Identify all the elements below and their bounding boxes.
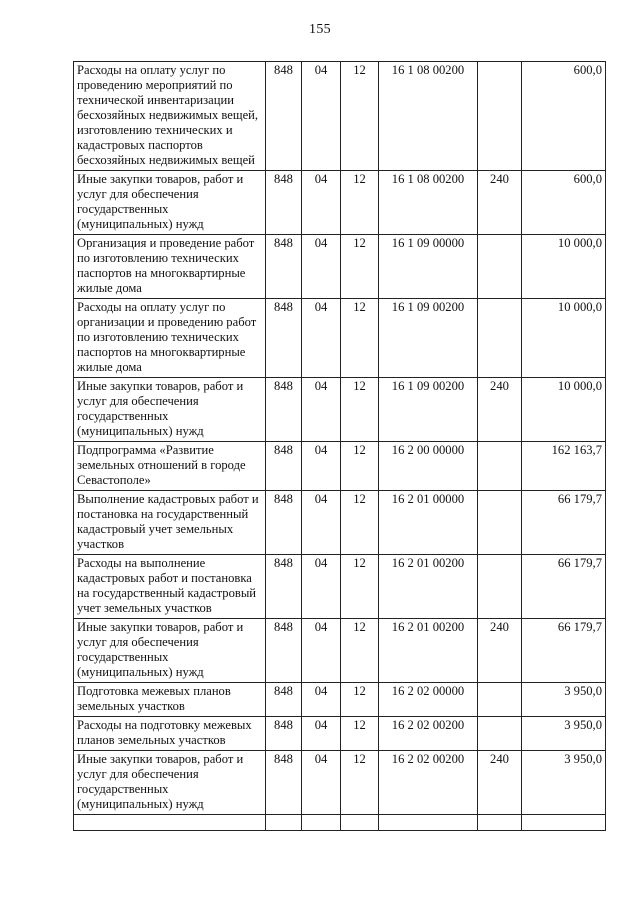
item-name: Организация и проведение работ по изготовлению технических паспортов на многоквартирные жилые дома: [74, 235, 266, 299]
table-row: [74, 683, 606, 717]
item-name: Подготовка межевых планов земельных участков: [74, 683, 266, 717]
section-code: 04: [302, 717, 341, 751]
target-article: 16 2 00 00000: [379, 442, 478, 491]
section-code: 04: [302, 171, 341, 235]
item-name: Расходы на выполнение кадастровых работ и постановка на государственный кадастровый учет земельных участков: [74, 555, 266, 619]
subsection-code: 12: [341, 683, 379, 717]
expense-type: [478, 62, 522, 171]
department-code: 848: [266, 751, 302, 815]
section-code: 04: [302, 378, 341, 442]
target-article: 16 2 01 00000: [379, 491, 478, 555]
item-name: Иные закупки товаров, работ и услуг для обеспечения государственных (муниципальных) нужд: [74, 171, 266, 235]
table-row: [74, 235, 606, 299]
target-article: 16 2 01 00200: [379, 619, 478, 683]
item-name: Расходы на оплату услуг по организации и проведению работ по изготовлению технических паспортов на многоквартирные жилые дома: [74, 299, 266, 378]
department-code: 848: [266, 683, 302, 717]
department-code: 848: [266, 555, 302, 619]
item-name: Иные закупки товаров, работ и услуг для обеспечения государственных (муниципальных) нужд: [74, 751, 266, 815]
empty-cell: [266, 815, 302, 831]
table-row: [74, 299, 606, 378]
target-article: 16 2 02 00000: [379, 683, 478, 717]
budget-table: [73, 61, 606, 831]
section-code: 04: [302, 619, 341, 683]
table-row: [74, 378, 606, 442]
table-spacer-row: [74, 815, 606, 831]
table-row: [74, 751, 606, 815]
amount: 3 950,0: [522, 751, 606, 815]
item-name: Расходы на оплату услуг по проведению мероприятий по технической инвентаризации бесхозяйных недвижимых вещей, изготовлению технических и кадастровых паспортов бесхозяйных недвижимых вещей: [74, 62, 266, 171]
target-article: 16 2 01 00200: [379, 555, 478, 619]
amount: 66 179,7: [522, 491, 606, 555]
target-article: 16 1 09 00200: [379, 378, 478, 442]
expense-type: 240: [478, 751, 522, 815]
amount: 10 000,0: [522, 378, 606, 442]
target-article: 16 1 08 00200: [379, 62, 478, 171]
subsection-code: 12: [341, 717, 379, 751]
subsection-code: 12: [341, 555, 379, 619]
amount: 162 163,7: [522, 442, 606, 491]
target-article: 16 2 02 00200: [379, 717, 478, 751]
amount: 66 179,7: [522, 619, 606, 683]
department-code: 848: [266, 235, 302, 299]
expense-type: 240: [478, 171, 522, 235]
empty-cell: [341, 815, 379, 831]
amount: 3 950,0: [522, 717, 606, 751]
amount: 600,0: [522, 62, 606, 171]
item-name: Иные закупки товаров, работ и услуг для обеспечения государственных (муниципальных) нужд: [74, 378, 266, 442]
item-name: Иные закупки товаров, работ и услуг для обеспечения государственных (муниципальных) нужд: [74, 619, 266, 683]
section-code: 04: [302, 235, 341, 299]
expense-type: [478, 491, 522, 555]
department-code: 848: [266, 62, 302, 171]
expense-type: [478, 717, 522, 751]
table-row: [74, 619, 606, 683]
expense-type: [478, 442, 522, 491]
subsection-code: 12: [341, 491, 379, 555]
subsection-code: 12: [341, 751, 379, 815]
target-article: 16 1 09 00200: [379, 299, 478, 378]
table-row: [74, 171, 606, 235]
page-number: 155: [309, 22, 331, 37]
item-name: Подпрограмма «Развитие земельных отношений в городе Севастополе»: [74, 442, 266, 491]
target-article: 16 1 09 00000: [379, 235, 478, 299]
department-code: 848: [266, 619, 302, 683]
empty-cell: [522, 815, 606, 831]
amount: 600,0: [522, 171, 606, 235]
item-name: Расходы на подготовку межевых планов земельных участков: [74, 717, 266, 751]
subsection-code: 12: [341, 62, 379, 171]
section-code: 04: [302, 491, 341, 555]
table-row: [74, 555, 606, 619]
table-row: [74, 717, 606, 751]
budget-table-body: [74, 62, 606, 831]
expense-type: 240: [478, 619, 522, 683]
amount: 10 000,0: [522, 235, 606, 299]
table-row: [74, 62, 606, 171]
empty-cell: [302, 815, 341, 831]
subsection-code: 12: [341, 171, 379, 235]
section-code: 04: [302, 62, 341, 171]
subsection-code: 12: [341, 619, 379, 683]
expense-type: [478, 555, 522, 619]
subsection-code: 12: [341, 378, 379, 442]
item-name: Выполнение кадастровых работ и постановка на государственный кадастровый учет земельных участков: [74, 491, 266, 555]
amount: 66 179,7: [522, 555, 606, 619]
department-code: 848: [266, 378, 302, 442]
expense-type: [478, 235, 522, 299]
subsection-code: 12: [341, 299, 379, 378]
section-code: 04: [302, 683, 341, 717]
department-code: 848: [266, 299, 302, 378]
subsection-code: 12: [341, 442, 379, 491]
subsection-code: 12: [341, 235, 379, 299]
amount: 3 950,0: [522, 683, 606, 717]
department-code: 848: [266, 442, 302, 491]
empty-cell: [379, 815, 478, 831]
expense-type: [478, 299, 522, 378]
department-code: 848: [266, 171, 302, 235]
table-row: [74, 442, 606, 491]
section-code: 04: [302, 442, 341, 491]
table-row: [74, 491, 606, 555]
department-code: 848: [266, 491, 302, 555]
section-code: 04: [302, 299, 341, 378]
department-code: 848: [266, 717, 302, 751]
amount: 10 000,0: [522, 299, 606, 378]
target-article: 16 2 02 00200: [379, 751, 478, 815]
empty-cell: [478, 815, 522, 831]
expense-type: [478, 683, 522, 717]
section-code: 04: [302, 751, 341, 815]
target-article: 16 1 08 00200: [379, 171, 478, 235]
expense-type: 240: [478, 378, 522, 442]
section-code: 04: [302, 555, 341, 619]
empty-cell: [74, 815, 266, 831]
